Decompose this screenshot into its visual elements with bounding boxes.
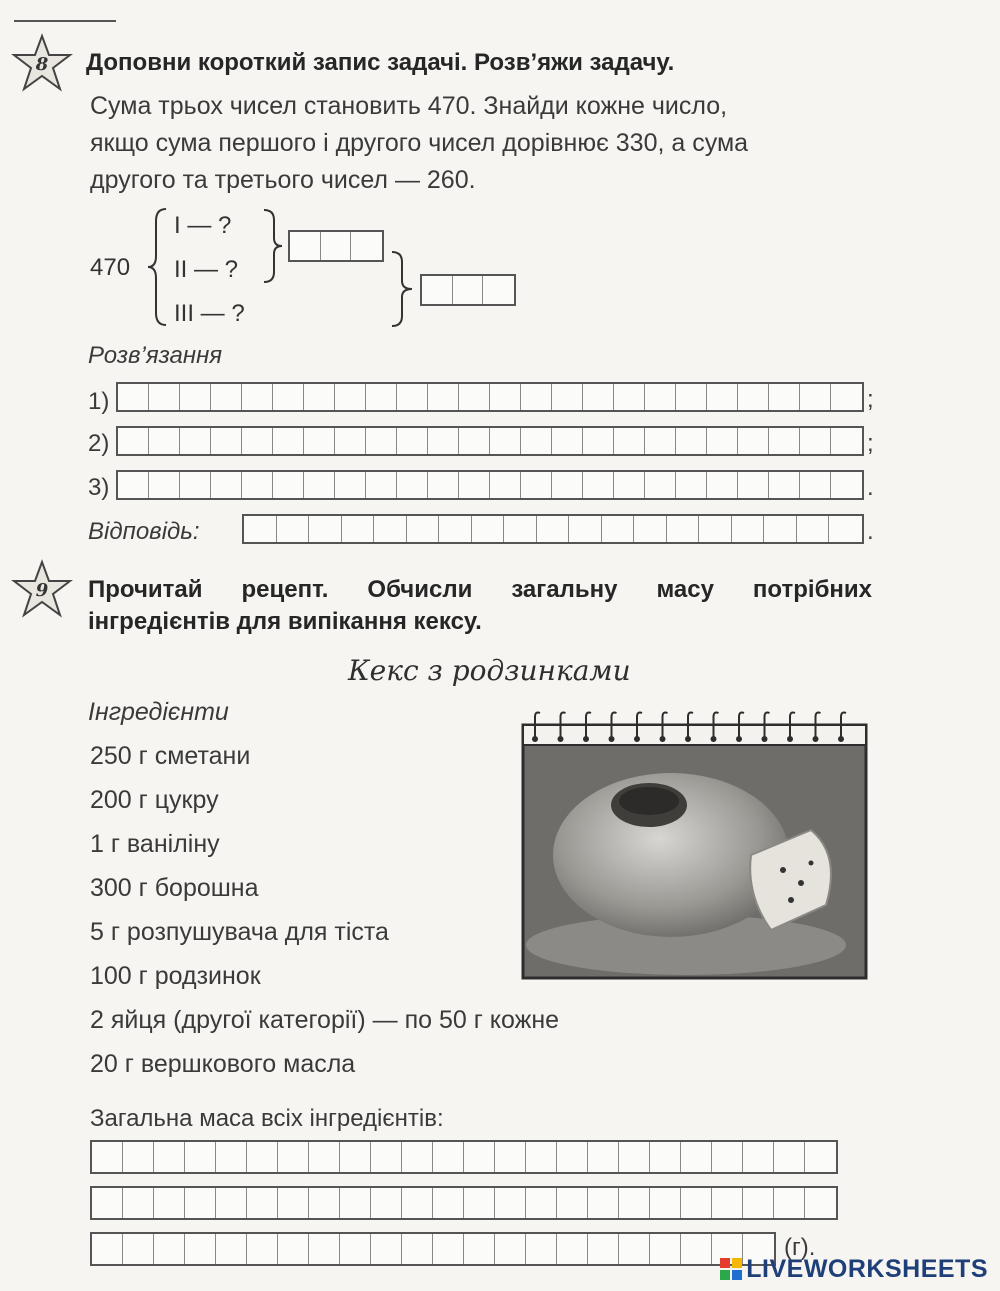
- answer-label: Відповідь:: [88, 518, 200, 545]
- task-9-number: 9: [35, 579, 49, 601]
- grid-cell: [407, 516, 440, 542]
- grid-cell: [309, 1188, 340, 1218]
- grid-cell: [800, 472, 831, 498]
- grid-cell: [321, 232, 352, 260]
- grid-cell: [681, 1142, 712, 1172]
- grid-cell: [676, 472, 707, 498]
- grid-cell: [521, 428, 552, 454]
- solution-row-3-label: 3): [88, 474, 110, 501]
- grid-cell: [366, 428, 397, 454]
- grid-cell: [650, 1142, 681, 1172]
- grid-cell: [504, 516, 537, 542]
- ingredient-item: 5 г розпушувача для тіста: [90, 918, 389, 946]
- grid-cell: [650, 1188, 681, 1218]
- grid-cell: [244, 516, 277, 542]
- grid-cell: [118, 472, 149, 498]
- grid-cell: [180, 384, 211, 410]
- grid-cell: [583, 428, 614, 454]
- ingredient-item: 250 г сметани: [90, 742, 251, 770]
- scheme-row-2: ІІ — ?: [174, 256, 239, 283]
- grid-cell: [92, 1142, 123, 1172]
- grid-cell: [805, 1188, 836, 1218]
- grid-cell: [614, 384, 645, 410]
- grid-cell: [211, 428, 242, 454]
- grid-cell: [831, 384, 862, 410]
- grid-cell: [433, 1142, 464, 1172]
- grid-cell: [699, 516, 732, 542]
- grid-cell: [439, 516, 472, 542]
- grid-cell: [557, 1142, 588, 1172]
- grid-cell: [769, 384, 800, 410]
- grid-cell: [707, 384, 738, 410]
- grid-cell: [374, 516, 407, 542]
- solution-row-2-end: ;: [867, 430, 874, 457]
- grid-cell: [118, 428, 149, 454]
- grid-cell: [242, 428, 273, 454]
- grid-cell: [278, 1234, 309, 1264]
- scheme-row-3: ІІІ — ?: [174, 300, 245, 327]
- grid-cell: [645, 428, 676, 454]
- grid-cell: [743, 1142, 774, 1172]
- grid-cell: [829, 516, 862, 542]
- grid-cell: [800, 428, 831, 454]
- grid-cell: [459, 428, 490, 454]
- grid-cell: [707, 472, 738, 498]
- ingredient-item: 20 г вершкового масла: [90, 1050, 356, 1078]
- solution-heading: Розв’язання: [88, 342, 223, 369]
- grid-cell: [335, 384, 366, 410]
- task-8-number: 8: [35, 53, 49, 75]
- grid-cell: [569, 516, 602, 542]
- grid-cell: [472, 516, 505, 542]
- grid-cell: [185, 1188, 216, 1218]
- grid-cell: [681, 1188, 712, 1218]
- solution-row-2-grid[interactable]: [116, 426, 864, 456]
- total-mass-label: Загальна маса всіх інгредієнтів:: [90, 1105, 444, 1132]
- answer-end: .: [867, 518, 874, 545]
- task-8-star-badge: [10, 32, 74, 96]
- grid-cell: [769, 472, 800, 498]
- grid-cell: [676, 384, 707, 410]
- recipe-title: Кекс з родзинками: [348, 654, 631, 687]
- grid-cell: [154, 1142, 185, 1172]
- grid-cell: [304, 428, 335, 454]
- grid-cell: [149, 472, 180, 498]
- grid-cell: [304, 384, 335, 410]
- grid-cell: [537, 516, 570, 542]
- grid-cell: [216, 1142, 247, 1172]
- grid-cell: [583, 472, 614, 498]
- grid-cell: [216, 1234, 247, 1264]
- solution-row-3-end: .: [867, 474, 874, 501]
- grid-cell: [453, 276, 484, 304]
- grid-cell: [428, 384, 459, 410]
- grid-cell: [149, 428, 180, 454]
- grid-cell: [397, 472, 428, 498]
- grid-cell: [273, 384, 304, 410]
- grid-cell: [552, 472, 583, 498]
- grid-cell: [495, 1188, 526, 1218]
- grid-cell: [483, 276, 514, 304]
- grid-cell: [526, 1188, 557, 1218]
- total-mass-grid-2[interactable]: [90, 1186, 838, 1220]
- grid-cell: [247, 1142, 278, 1172]
- grid-cell: [614, 428, 645, 454]
- grid-cell: [216, 1188, 247, 1218]
- grid-cell: [764, 516, 797, 542]
- ingredient-item: 100 г родзинок: [90, 962, 261, 990]
- solution-row-2-label: 2): [88, 430, 110, 457]
- grid-cell: [123, 1188, 154, 1218]
- cake-photo: [521, 705, 868, 980]
- grid-cell: [422, 276, 453, 304]
- grid-cell: [831, 472, 862, 498]
- liveworksheets-logo: [720, 1252, 988, 1286]
- logo-squares-icon: [720, 1258, 742, 1280]
- ingredient-item: 200 г цукру: [90, 786, 219, 814]
- grid-cell: [645, 384, 676, 410]
- logo-text: LIVEWORKSHEETS: [746, 1254, 988, 1283]
- grid-cell: [371, 1234, 402, 1264]
- solution-row-3-grid[interactable]: [116, 470, 864, 500]
- grid-cell: [371, 1142, 402, 1172]
- grid-cell: [92, 1234, 123, 1264]
- grid-cell: [309, 1234, 340, 1264]
- grid-cell: [278, 1188, 309, 1218]
- grid-cell: [614, 472, 645, 498]
- grid-cell: [273, 472, 304, 498]
- task-8-text-line: другого та третього чисел — 260.: [90, 166, 476, 194]
- ingredient-item: 2 яйця (другої категорії) — по 50 г кожне: [90, 1006, 560, 1034]
- grid-cell: [92, 1188, 123, 1218]
- solution-row-1-label: 1): [88, 388, 110, 415]
- grid-cell: [402, 1142, 433, 1172]
- grid-cell: [247, 1234, 278, 1264]
- grid-cell: [738, 384, 769, 410]
- grid-cell: [676, 428, 707, 454]
- answer-box-sum-2-3[interactable]: [420, 274, 516, 306]
- grid-cell: [366, 472, 397, 498]
- grid-cell: [490, 428, 521, 454]
- grid-cell: [738, 428, 769, 454]
- grid-cell: [309, 1142, 340, 1172]
- left-brace-icon: [146, 206, 170, 328]
- grid-cell: [459, 472, 490, 498]
- grid-cell: [335, 472, 366, 498]
- grid-cell: [273, 428, 304, 454]
- grid-cell: [557, 1234, 588, 1264]
- grid-cell: [805, 1142, 836, 1172]
- grid-cell: [211, 472, 242, 498]
- ingredient-item: 1 г ваніліну: [90, 830, 220, 858]
- grid-cell: [557, 1188, 588, 1218]
- grid-cell: [743, 1188, 774, 1218]
- grid-cell: [774, 1188, 805, 1218]
- grid-cell: [309, 516, 342, 542]
- grid-cell: [118, 384, 149, 410]
- grid-cell: [428, 428, 459, 454]
- grid-cell: [428, 472, 459, 498]
- grid-cell: [645, 472, 676, 498]
- grid-cell: [185, 1234, 216, 1264]
- task-8-title: Доповни короткий запис задачі. Розв’яжи задачу.: [86, 49, 675, 76]
- grid-cell: [402, 1188, 433, 1218]
- grid-cell: [588, 1234, 619, 1264]
- grid-cell: [707, 428, 738, 454]
- grid-cell: [242, 384, 273, 410]
- total-mass-grid-1[interactable]: [90, 1140, 838, 1174]
- grid-cell: [732, 516, 765, 542]
- grid-cell: [634, 516, 667, 542]
- solution-row-1-end: ;: [867, 386, 874, 413]
- grid-cell: [490, 384, 521, 410]
- answer-grid[interactable]: [242, 514, 864, 544]
- ingredients-list: [90, 734, 559, 1086]
- grid-cell: [681, 1234, 712, 1264]
- grid-cell: [402, 1234, 433, 1264]
- grid-cell: [738, 472, 769, 498]
- grid-cell: [247, 1188, 278, 1218]
- top-rule: [14, 20, 116, 22]
- grid-cell: [712, 1188, 743, 1218]
- grid-cell: [490, 472, 521, 498]
- grid-cell: [371, 1188, 402, 1218]
- grid-cell: [521, 472, 552, 498]
- grid-cell: [340, 1234, 371, 1264]
- grid-cell: [464, 1234, 495, 1264]
- grid-cell: [433, 1188, 464, 1218]
- grid-cell: [552, 384, 583, 410]
- grid-cell: [588, 1188, 619, 1218]
- grid-cell: [290, 232, 321, 260]
- grid-cell: [351, 232, 382, 260]
- task-8-text-line: Сума трьох чисел становить 470. Знайди кожне число,: [90, 92, 728, 120]
- grid-cell: [464, 1142, 495, 1172]
- grid-cell: [340, 1188, 371, 1218]
- grid-cell: [526, 1234, 557, 1264]
- answer-box-sum-1-2[interactable]: [288, 230, 384, 262]
- task-9-star-badge: [10, 558, 74, 622]
- grid-cell: [650, 1234, 681, 1264]
- grid-cell: [583, 384, 614, 410]
- grid-cell: [552, 428, 583, 454]
- right-brace-small-icon: [262, 208, 284, 284]
- grid-cell: [304, 472, 335, 498]
- grid-cell: [154, 1188, 185, 1218]
- grid-cell: [149, 384, 180, 410]
- grid-cell: [774, 1142, 805, 1172]
- grid-cell: [366, 384, 397, 410]
- grid-cell: [495, 1234, 526, 1264]
- total-mass-grid-3[interactable]: [90, 1232, 776, 1266]
- grid-cell: [433, 1234, 464, 1264]
- task-9-title: [88, 574, 872, 638]
- grid-cell: [180, 428, 211, 454]
- grid-cell: [800, 384, 831, 410]
- grid-cell: [667, 516, 700, 542]
- grid-cell: [831, 428, 862, 454]
- grid-cell: [397, 384, 428, 410]
- task-9-title-line: Прочитай рецепт. Обчисли загальну масу потрібних: [88, 576, 872, 603]
- ingredient-item: 300 г борошна: [90, 874, 259, 902]
- solution-row-1-grid[interactable]: [116, 382, 864, 412]
- grid-cell: [340, 1142, 371, 1172]
- grid-cell: [619, 1234, 650, 1264]
- grid-cell: [797, 516, 830, 542]
- scheme-total: 470: [90, 254, 131, 281]
- task-8-text-line: якщо сума першого і другого чисел дорівнює 330, а сума: [90, 129, 749, 157]
- grid-cell: [342, 516, 375, 542]
- grid-cell: [335, 428, 366, 454]
- grid-cell: [397, 428, 428, 454]
- grid-cell: [464, 1188, 495, 1218]
- grid-cell: [185, 1142, 216, 1172]
- grid-cell: [278, 1142, 309, 1172]
- grid-cell: [154, 1234, 185, 1264]
- grid-cell: [769, 428, 800, 454]
- grid-cell: [619, 1142, 650, 1172]
- grid-cell: [602, 516, 635, 542]
- task-9-title-line: інгредієнтів для випікання кексу.: [88, 608, 482, 635]
- grid-cell: [495, 1142, 526, 1172]
- grid-cell: [180, 472, 211, 498]
- grid-cell: [712, 1142, 743, 1172]
- grid-cell: [242, 472, 273, 498]
- grid-cell: [277, 516, 310, 542]
- right-brace-large-icon: [390, 250, 414, 328]
- grid-cell: [211, 384, 242, 410]
- grid-cell: [526, 1142, 557, 1172]
- grid-cell: [123, 1234, 154, 1264]
- grid-cell: [588, 1142, 619, 1172]
- grid-cell: [123, 1142, 154, 1172]
- unit-label: (г).: [784, 1234, 816, 1261]
- grid-cell: [619, 1188, 650, 1218]
- scheme-row-1: І — ?: [174, 212, 232, 239]
- ingredients-heading: Інгредієнти: [88, 698, 229, 726]
- grid-cell: [521, 384, 552, 410]
- task-8-text: [90, 88, 748, 199]
- grid-cell: [459, 384, 490, 410]
